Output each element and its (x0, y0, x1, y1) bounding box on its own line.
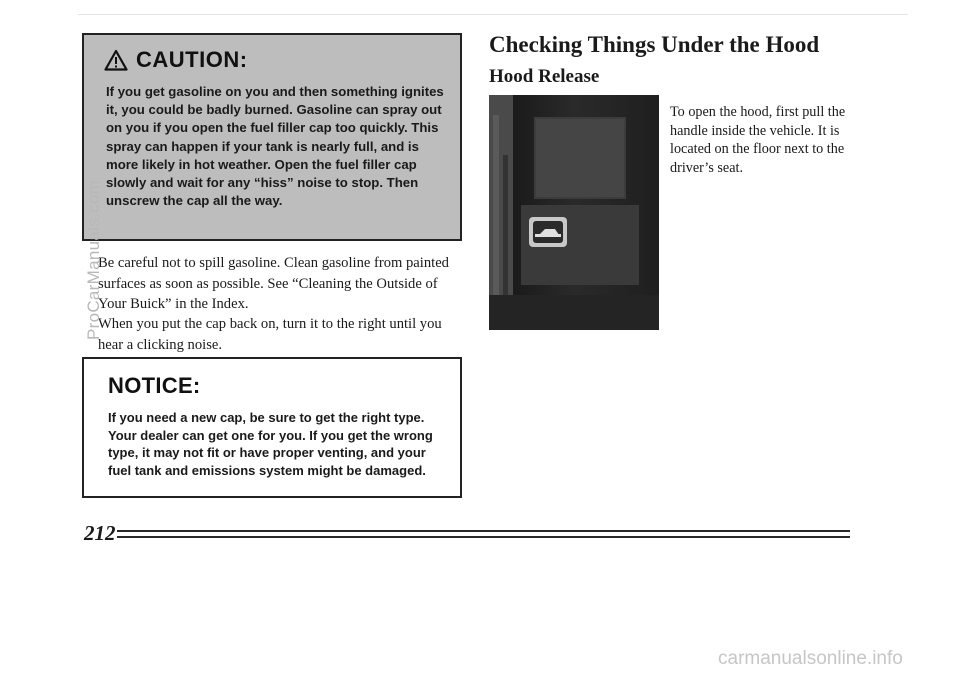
spill-paragraph: Be careful not to spill gasoline. Clean gasoline from painted surfaces as soon as possible. See “Cleaning the Outside of Your Buick” in the Index. (98, 255, 449, 312)
cap-paragraph: When you put the cap back on, turn it to the right until you hear a clicking noise. (98, 316, 442, 353)
watermark-vertical: ProCarManuals.com (84, 179, 103, 340)
footer-rule-bottom (117, 536, 850, 538)
page-number: 212 (84, 521, 116, 545)
subsection-title: Hood Release (489, 66, 600, 87)
notice-title: NOTICE: (108, 373, 201, 398)
watermark-bottom: carmanualsonline.info (718, 648, 903, 669)
notice-box (82, 357, 462, 498)
hood-release-text: To open the hood, first pull the handle inside the vehicle. It is located on the floor next to the driver’s seat. (670, 104, 846, 176)
caution-header (104, 47, 460, 73)
hood-release-photo (489, 95, 659, 330)
notice-text: If you need a new cap, be sure to get the right type. Your dealer can get one for you. If you get the wrong type, it may not fit or have proper venting, and your fuel tank and emissions system might be damaged. (108, 410, 433, 478)
caution-title: CAUTION: (136, 47, 248, 72)
top-edge-line (78, 14, 908, 15)
warning-triangle-icon (104, 49, 128, 71)
caution-box (82, 33, 462, 241)
footer-rule-top (117, 530, 850, 532)
caution-text: If you get gasoline on you and then something ignites it, you could be badly burned. Gasoline can spray out on you if you open the fuel filler cap too quickly. This spray can happen if your tank is nearly full, and is more likely in hot weather. Open the fuel filler cap slowly and wait for any “hiss” noise to stop. Then unscrew the cap all the way. (106, 84, 444, 209)
section-title: Checking Things Under the Hood (489, 32, 820, 57)
